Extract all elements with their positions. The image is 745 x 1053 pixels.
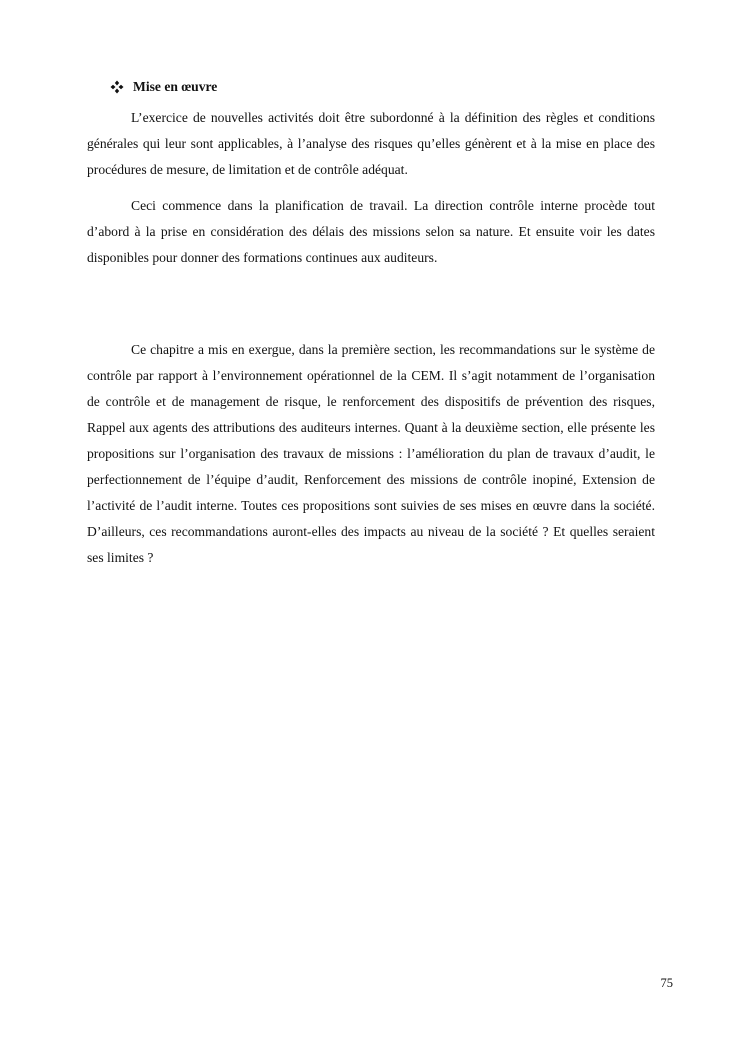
four-diamond-bullet-icon [110,80,124,94]
section-heading [110,78,217,96]
paragraph-planning: Ceci commence dans la planification de travail. La direction contrôle interne procède tout d’abord à la prise en considération des délais des missions selon sa nature. Et ensuite voir les dates disponibles pour donner des formations continues aux auditeurs. [87,198,655,265]
page-number: 75 [660,976,673,990]
paragraph-chapter-conclusion: Ce chapitre a mis en exergue, dans la première section, les recommandations sur le système de contrôle par rapport à l’environnement opérationnel de la CEM. Il s’agit notamment de l’organisation de contrôle et de management de risque, le renforcement des dispositifs de prévention des risques, Rappel aux agents des attributions des auditeurs internes. Quant à la deuxième section, elle présente les propositions sur l’organisation des travaux de missions : l’amélioration du plan de travaux d’audit, le perfectionnement de l’équipe d’audit, Renforcement des missions de contrôle inopiné, Extension de l’activité de l’audit interne. Toutes ces propositions sont suivies de ses mises en œuvre dans la société. D’ailleurs, ces recommandations auront-elles des impacts au niveau de la société ? Et quelles seraient ses limites ? [87,342,655,565]
section-heading-text: Mise en œuvre [133,79,218,94]
paragraph-new-activities: L’exercice de nouvelles activités doit être subordonné à la définition des règles et conditions générales qui leur sont applicables, à l’analyse des risques qu’elles génèrent et à la mise en place des procédures de mesure, de limitation et de contrôle adéquat. [87,110,655,177]
